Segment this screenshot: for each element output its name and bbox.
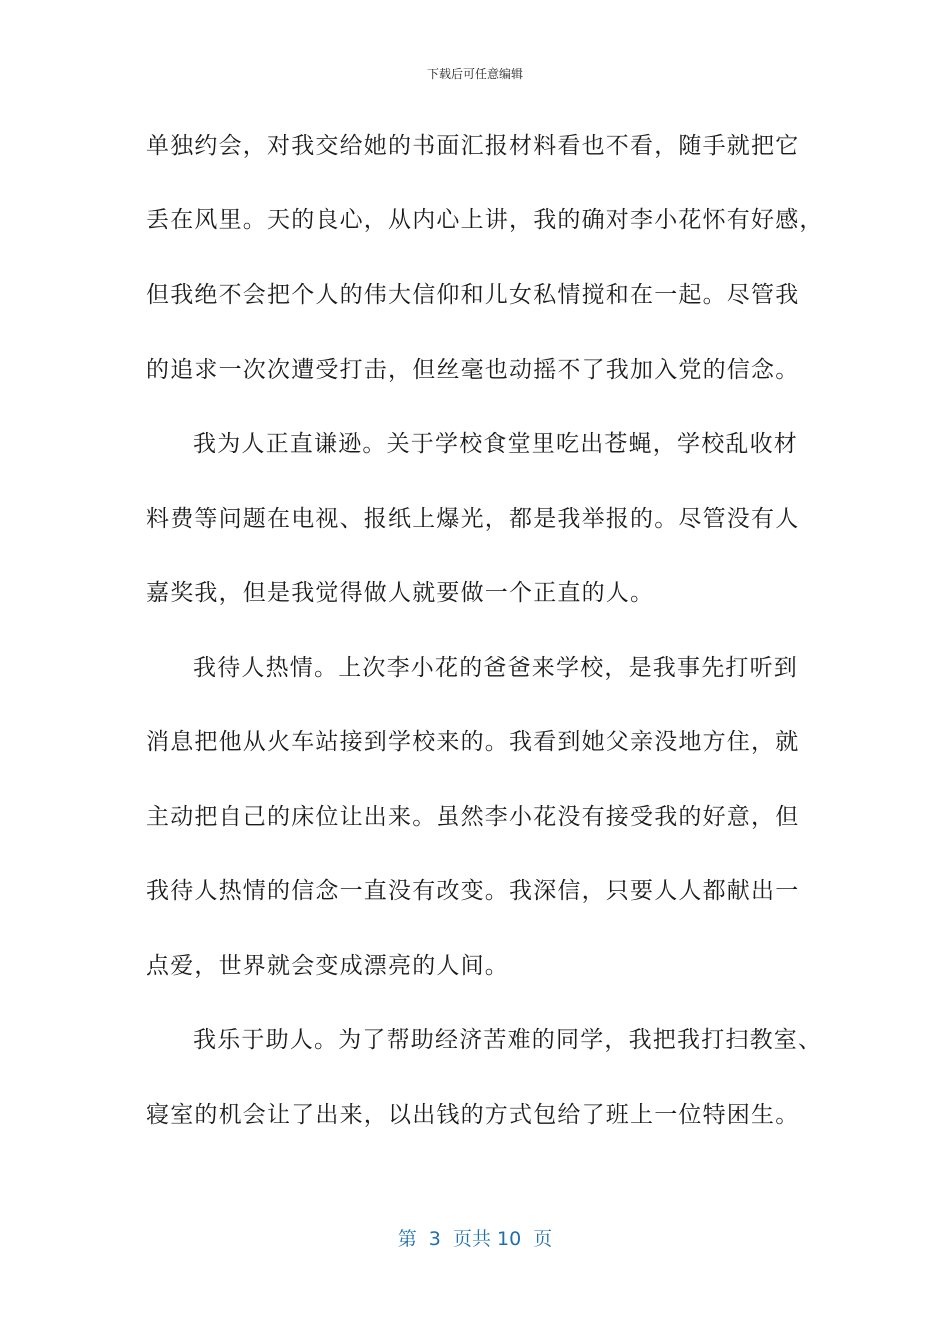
text-line: 但我绝不会把个人的伟大信仰和儿女私情搅和在一起。尽管我: [146, 282, 800, 308]
text-line: 单独约会，对我交给她的书面汇报材料看也不看，随手就把它: [146, 133, 800, 159]
paragraph-first-line: 我待人热情。上次李小花的爸爸来学校，是我事先打听到: [193, 655, 798, 681]
page-header: 下载后可任意编辑: [426, 67, 523, 81]
text-line: 消息把他从火车站接到学校来的。我看到她父亲没地方住，就: [146, 729, 800, 755]
text-line: 我待人热情的信念一直没有改变。我深信，只要人人都献出一: [146, 878, 800, 904]
text-line: 丢在风里。天的良心，从内心上讲，我的确对李小花怀有好感，: [146, 207, 824, 233]
text-line: 点爱，世界就会变成漂亮的人间。: [146, 953, 509, 979]
text-line: 嘉奖我，但是我觉得做人就要做一个正直的人。: [146, 580, 655, 606]
paragraph-first-line: 我为人正直谦逊。关于学校食堂里吃出苍蝇，学校乱收材: [193, 431, 798, 457]
text-line: 主动把自己的床位让出来。虽然李小花没有接受我的好意，但: [146, 804, 800, 830]
page-number-footer: 第 3 页共 10 页: [397, 1228, 553, 1250]
text-line: 的追求一次次遭受打击，但丝毫也动摇不了我加入党的信念。: [146, 357, 800, 383]
text-line: 寝室的机会让了出来，以出钱的方式包给了班上一位特困生。: [146, 1102, 800, 1128]
paragraph-first-line: 我乐于助人。为了帮助经济苦难的同学，我把我打扫教室、: [193, 1027, 823, 1053]
text-line: 料费等问题在电视、报纸上爆光，都是我举报的。尽管没有人: [146, 506, 800, 532]
